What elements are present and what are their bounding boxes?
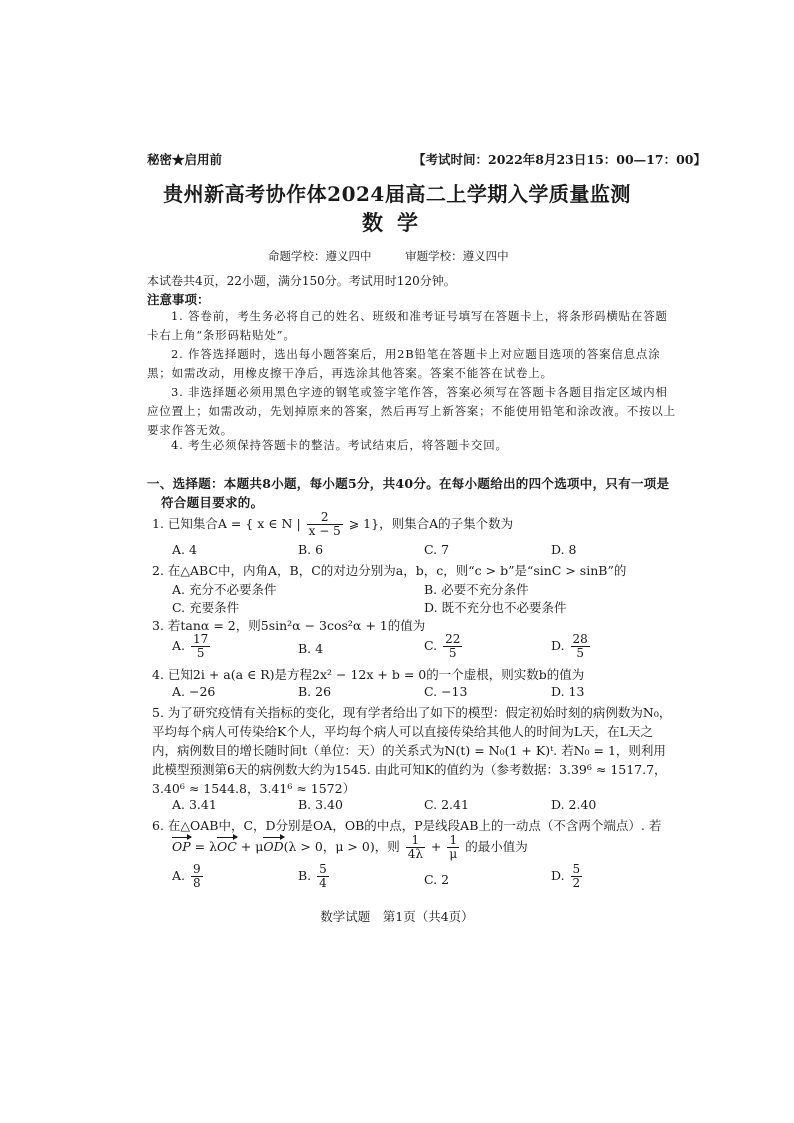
q6-fraction-2: $\frac{1}{\mu}$ — [449, 833, 458, 861]
q4-option-b: B. 26 — [298, 684, 332, 699]
q1-fraction: $\frac{2}{x - 5}$ — [308, 510, 341, 538]
vector-op: OP — [172, 839, 191, 854]
vector-oc: OC — [217, 839, 237, 854]
q5-option-c: C. 2.41 — [424, 797, 469, 812]
exam-time: 【考试时间：2022年8月23日15：00—17：00】 — [413, 152, 706, 167]
question-2-stem: 2. 在△ABC中，内角A，B，C的对边分别为a，b，c，则“c > b”是“sinC > sinB”的 — [152, 563, 627, 578]
q5-option-b: B. 3.40 — [298, 797, 343, 812]
section-heading-line2: 符合题目要求的。 — [161, 495, 264, 510]
q1-option-d: D. 8 — [551, 542, 577, 557]
q6-option-c: C. 2 — [424, 872, 450, 887]
page-footer: 数学试题 第1页（共4页） — [320, 909, 474, 924]
q4-option-d: D. 13 — [551, 684, 585, 699]
question-3-stem: 3. 若tanα = 2，则5sin²α − 3cos²α + 1的值为 — [152, 618, 426, 633]
q2-option-a: A. 充分不必要条件 — [172, 582, 277, 597]
subject-title: 数学 — [362, 210, 432, 235]
notice-item-4: 4. 考生必须保持答题卡的整洁。考试结束后，将答题卡交回。 — [171, 438, 508, 452]
q4-option-c: C. −13 — [424, 684, 468, 699]
exam-intro: 本试卷共4页，22小题，满分150分。考试用时120分钟。 — [147, 274, 456, 288]
q1-option-a: A. 4 — [172, 542, 197, 557]
question-6-line1: 6. 在△OAB中，C，D分别是OA，OB的中点，P是线段AB上的一动点（不含两个端点）. 若 — [152, 818, 662, 833]
q4-option-a: A. −26 — [172, 684, 216, 699]
reviewer-school: 审题学校：遵义四中 — [405, 249, 509, 263]
exam-title: 贵州新高考协作体2024届高二上学期入学质量监测 — [163, 182, 631, 206]
section-heading — [147, 474, 677, 512]
confidential-label: 秘密★启用前 — [147, 152, 223, 167]
vector-od: OD — [263, 839, 284, 854]
q6-option-b: B. $\frac{5}{4}$ — [298, 862, 327, 890]
q5-option-a: A. 3.41 — [172, 797, 217, 812]
q1-option-b: B. 6 — [298, 542, 324, 557]
q3-option-b: B. 4 — [298, 641, 324, 656]
q2-option-c: C. 充要条件 — [172, 600, 240, 615]
notice-item-1: 1. 答卷前，考生务必将自己的姓名、班级和准考证号填写在答题卡上，将条形码横贴在答题卡右上角“条形码粘贴处”。 — [147, 309, 668, 342]
setter-school: 命题学校：遵义四中 — [268, 249, 372, 263]
question-6-line2: OP = λOC + μOD(λ > 0，μ > 0)，则 $\frac{1}{4\lambda}$ + $\frac{1}{\mu}$ 的最小值为 — [172, 833, 528, 861]
section-heading-line1: 一、选择题：本题共8小题，每小题5分，共40分。在每小题给出的四个选项中，只有一项是 — [147, 476, 670, 491]
question-1-stem: 1. 已知集合A = { x ∈ N | $\frac{2}{x - 5}$ ⩾ 1}，则集合A的子集个数为 — [152, 510, 514, 538]
q3-option-c: C. $\frac{22}{5}$ — [424, 632, 461, 660]
notice-heading: 注意事项： — [147, 292, 210, 307]
notice-item-3: 3. 非选择题必须用黑色字迹的钢笔或签字笔作答，答案必须写在答题卡各题目指定区域内相应位置上；如需改动，先划掉原来的答案，然后再写上新答案；不能使用铅笔和涂改液。不按以上要求作答无效。 — [147, 385, 676, 437]
q6-fraction-1: $\frac{1}{4\lambda}$ — [407, 833, 423, 861]
question-5-stem: 5. 为了研究疫情有关指标的变化，现有学者给出了如下的模型：假定初始时刻的病例数为N₀，平均每个病人可传染给K个人，平均每个病人可以直接传染给其他人的时间为L天，在L天之内，病例数目的增长随时间t（单位：天）的关系式为N(t) = N₀(1 + K)ᵗ. 若N₀ = 1，则利用此模型预测第6天的病例数大约为1545. 由此可知K的值约为（参考数据：3.39⁶ ≈ 1517.7，3.40⁶ ≈ 1544.8，3.41⁶ ≈ 1572） — [152, 705, 672, 796]
q5-option-d: D. 2.40 — [551, 797, 597, 812]
q1-option-c: C. 7 — [424, 542, 450, 557]
school-info — [268, 248, 539, 264]
q3-option-a: A. $\frac{17}{5}$ — [172, 632, 209, 660]
notice-item-2: 2. 作答选择题时，选出每小题答案后，用2B铅笔在答题卡上对应题目选项的答案信息点涂黑；如需改动，用橡皮擦干净后，再选涂其他答案。答案不能答在试卷上。 — [147, 347, 661, 380]
question-4-stem: 4. 已知2i + a(a ∈ R)是方程2x² − 12x + b = 0的一个虚根，则实数b的值为 — [152, 667, 585, 682]
q3-option-d: D. $\frac{28}{5}$ — [551, 632, 588, 660]
q6-option-a: A. $\frac{9}{8}$ — [172, 862, 201, 890]
q6-option-d: D. $\frac{5}{2}$ — [551, 862, 581, 890]
q2-option-d: D. 既不充分也不必要条件 — [424, 600, 567, 615]
q2-option-b: B. 必要不充分条件 — [424, 582, 529, 597]
